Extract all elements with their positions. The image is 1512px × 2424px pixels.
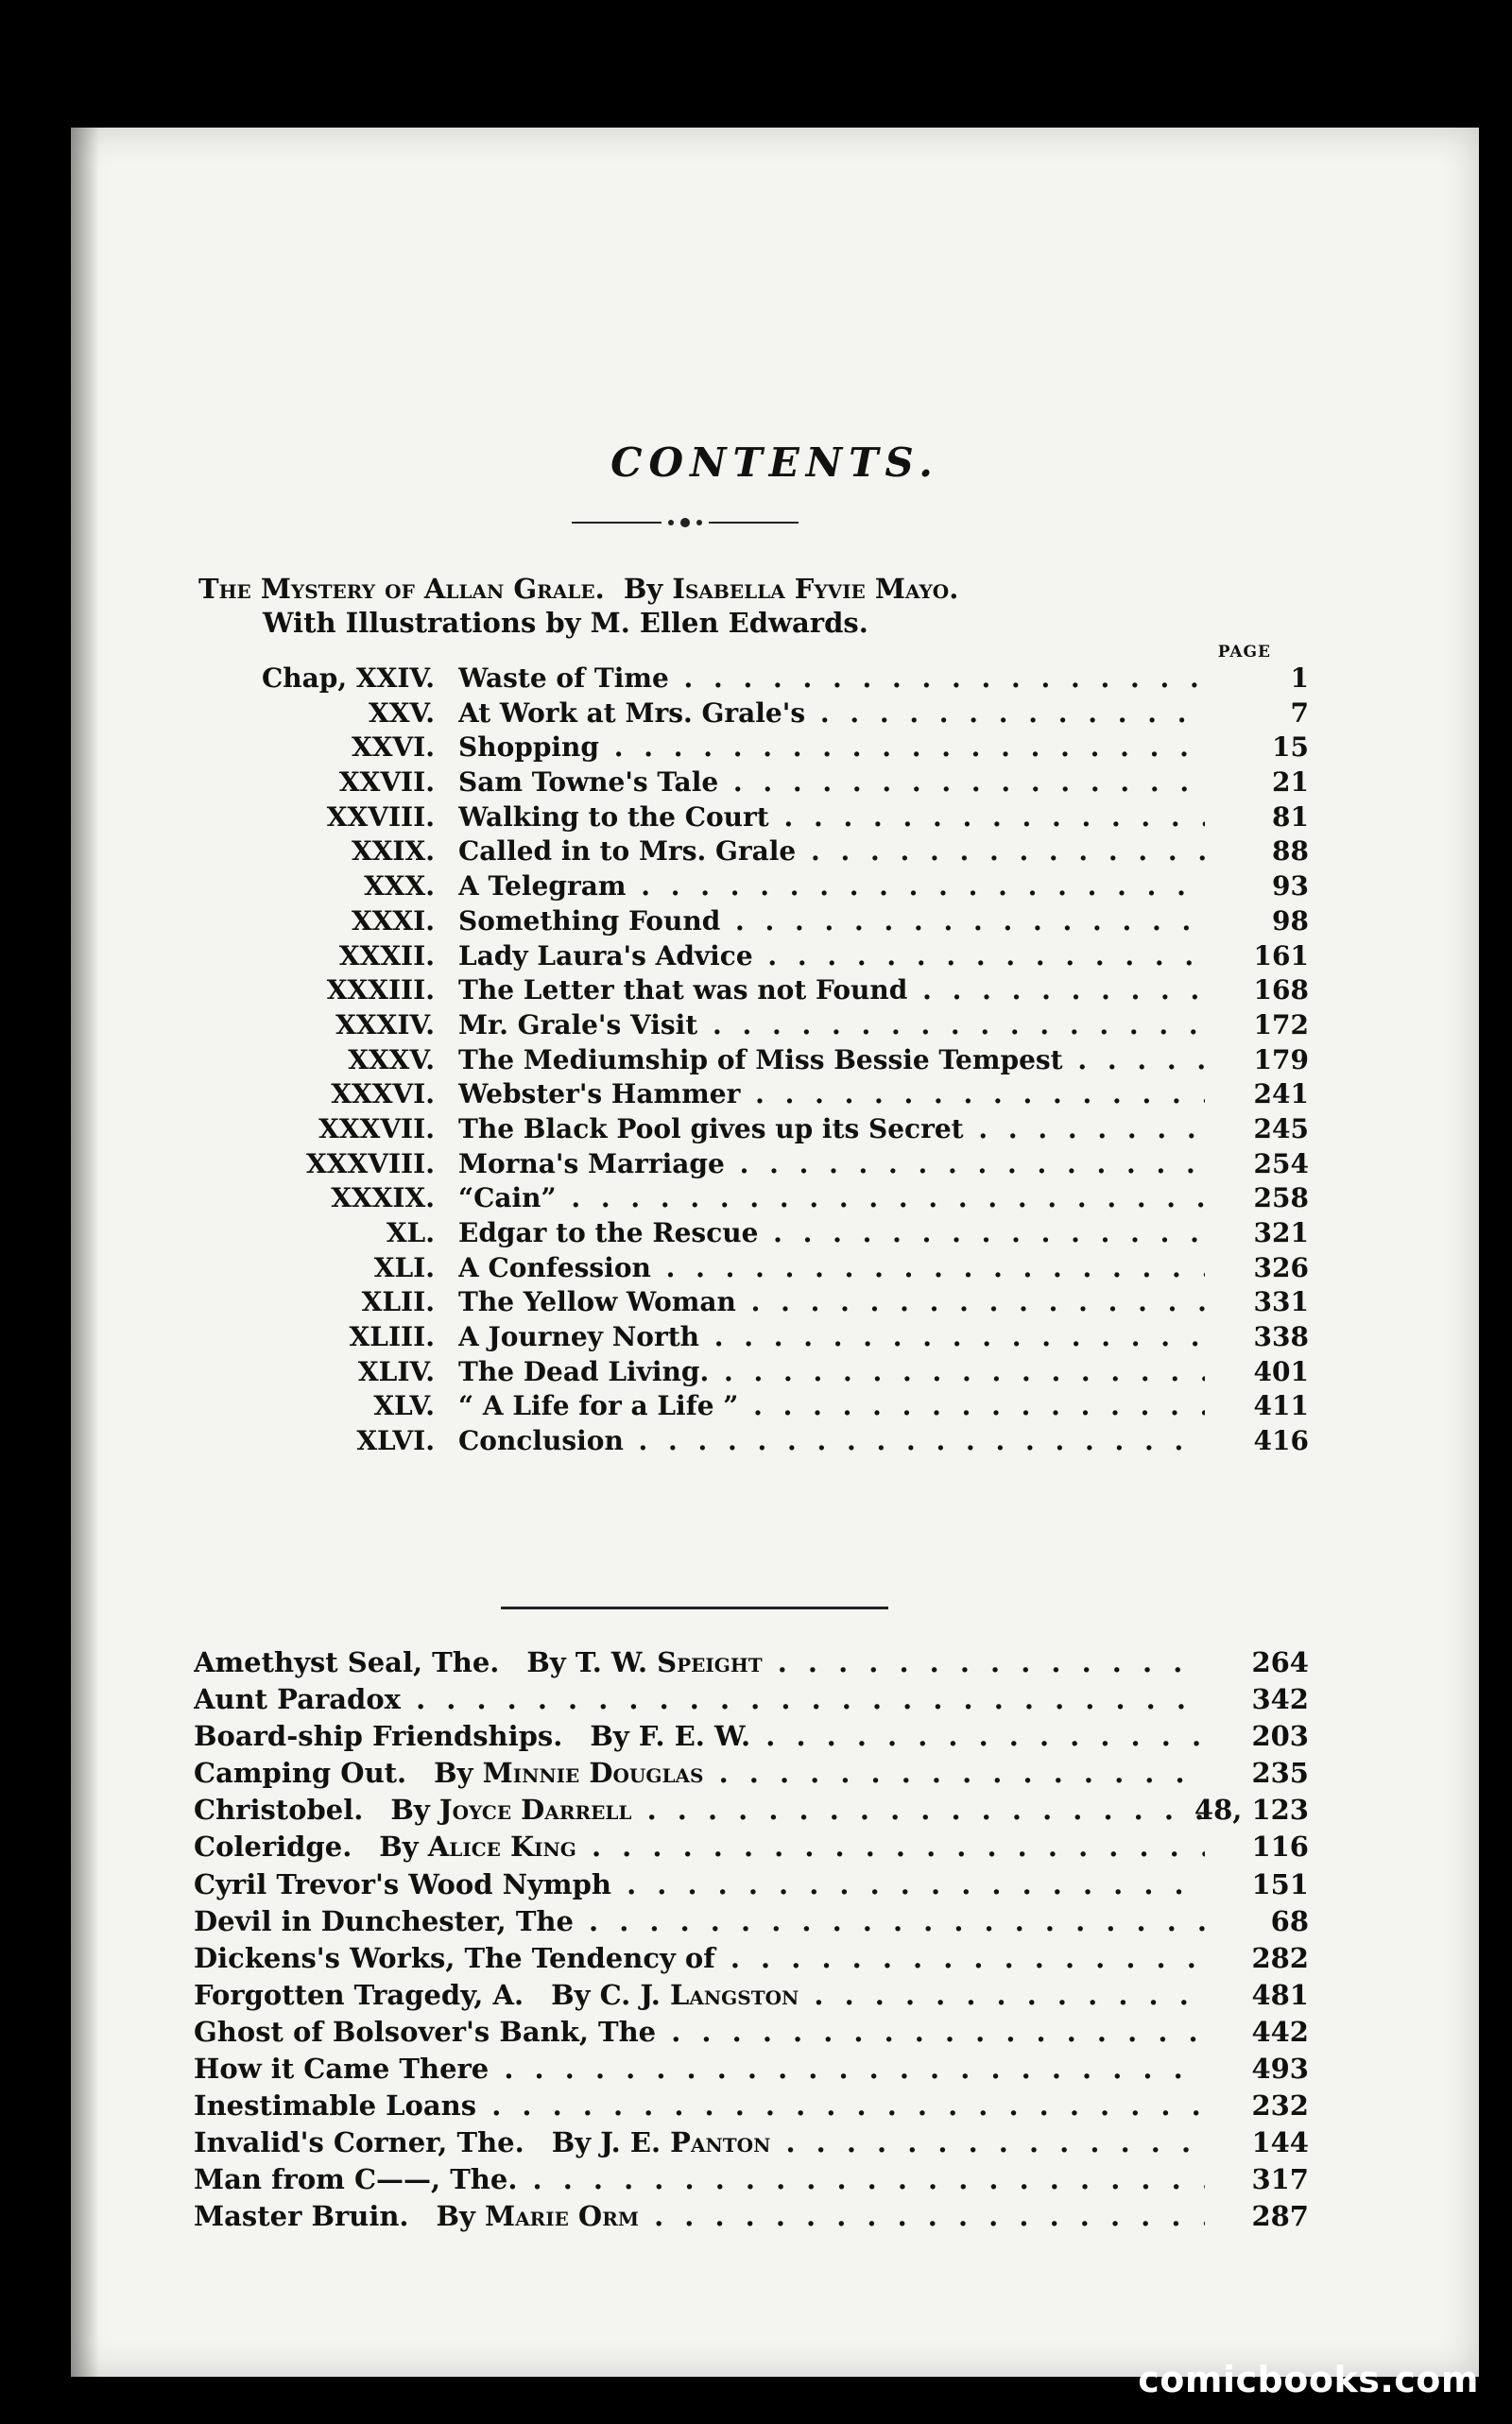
index-page: 282	[1251, 1941, 1309, 1974]
index-title: Invalid's Corner, The.	[194, 2126, 524, 2159]
index-entry	[194, 2088, 1205, 2124]
index-entry	[194, 1718, 1205, 1755]
index-by: By	[526, 1646, 566, 1678]
index-row	[194, 1829, 1309, 1865]
index-title: Amethyst Seal, The.	[194, 1646, 500, 1678]
heading-ornament	[572, 517, 799, 528]
index-entry	[194, 2051, 1205, 2088]
chapter-page: 179	[1253, 1043, 1309, 1075]
index-row	[194, 1755, 1309, 1792]
index-entry	[194, 1866, 1205, 1903]
chapter-title: Webster's Hammer . .	[458, 1077, 1205, 1112]
index-entry	[194, 2161, 1205, 2198]
chapter-page: 254	[1253, 1147, 1309, 1179]
chapter-page: 401	[1253, 1355, 1309, 1387]
index-entry	[194, 2014, 1205, 2051]
chapter-row	[194, 834, 1309, 869]
chapter-page: 326	[1253, 1251, 1309, 1283]
chapter-title: Waste of Time . .	[458, 662, 1205, 696]
index-entry	[194, 2198, 1205, 2235]
chapter-title: “ A Life for a Life ” . .	[458, 1389, 1205, 1424]
index-row	[194, 1903, 1309, 1940]
chapter-row	[194, 973, 1309, 1008]
chapter-number: Chap, XXIV.	[262, 662, 435, 694]
chapter-number: XLII.	[361, 1286, 435, 1318]
chapter-title: Lady Laura's Advice . .	[458, 939, 1205, 974]
index-title: Ghost of Bolsover's Bank, The	[194, 2015, 657, 2048]
chapter-page: 161	[1253, 939, 1309, 971]
index-by: By	[436, 2200, 475, 2233]
index-entry	[194, 2124, 1205, 2161]
chapter-title: “Cain” . .	[458, 1181, 1205, 1216]
section-divider	[501, 1607, 888, 1609]
chapter-page: 416	[1253, 1425, 1309, 1457]
index-entry	[194, 1977, 1205, 2014]
index-page: 287	[1251, 2200, 1309, 2233]
index-entry	[194, 1829, 1205, 1865]
index-author: C. J. Langston	[599, 1978, 799, 2011]
serial-by: By	[623, 573, 663, 605]
serial-illustrations: With Illustrations by M. Ellen Edwards.	[263, 607, 868, 639]
index-row	[194, 2124, 1309, 2161]
chapter-row	[194, 904, 1309, 939]
index-page: 264	[1251, 1646, 1309, 1678]
chapter-row	[194, 765, 1309, 800]
chapter-title: The Mediumship of Miss Bessie Tempest . .	[458, 1043, 1205, 1078]
chapter-list	[194, 662, 1309, 1459]
chapter-row	[194, 696, 1309, 731]
index-title: Cyril Trevor's Wood Nymph	[194, 1867, 611, 1900]
site-watermark: comicbooks.com	[1138, 2359, 1479, 2400]
index-row	[194, 1792, 1309, 1829]
chapter-page: 15	[1272, 731, 1309, 764]
serial-intro	[198, 572, 958, 640]
index-row	[194, 1940, 1309, 1977]
chapter-title: At Work at Mrs. Grale's . .	[458, 696, 1205, 731]
chapter-number: XLVI.	[356, 1425, 435, 1457]
chapter-number: XL.	[386, 1217, 435, 1248]
index-title: Master Bruin.	[194, 2200, 409, 2233]
index-row	[194, 2161, 1309, 2198]
chapter-title: A Confession . .	[458, 1251, 1205, 1286]
chapter-page: 21	[1272, 766, 1309, 799]
chapter-page: 172	[1253, 1008, 1309, 1040]
chapter-page: 81	[1272, 800, 1309, 833]
index-title: Camping Out.	[194, 1757, 407, 1790]
index-by: By	[434, 1757, 473, 1790]
index-by: By	[551, 1978, 591, 2011]
index-title: Dickens's Works, The Tendency of	[194, 1941, 715, 1974]
chapter-row	[194, 1112, 1309, 1147]
chapter-row	[194, 1216, 1309, 1251]
chapter-row	[194, 1355, 1309, 1390]
chapter-title: Conclusion . .	[458, 1424, 1205, 1459]
chapter-title: The Black Pool gives up its Secret . .	[458, 1112, 1205, 1147]
index-page: 151	[1251, 1867, 1309, 1900]
index-page: 48, 123	[1194, 1794, 1309, 1827]
chapter-number: XXVIII.	[326, 800, 435, 833]
chapter-number: XXVI.	[351, 731, 435, 764]
index-row	[194, 2088, 1309, 2124]
chapter-row	[194, 1285, 1309, 1320]
chapter-number: XLV.	[373, 1390, 435, 1422]
chapter-page: 168	[1253, 974, 1309, 1006]
chapter-title: The Yellow Woman . .	[458, 1285, 1205, 1320]
index-row	[194, 2051, 1309, 2088]
index-row	[194, 1977, 1309, 2014]
chapter-row	[194, 662, 1309, 696]
chapter-title: A Telegram . .	[458, 869, 1205, 904]
chapter-title: Sam Towne's Tale . .	[458, 765, 1205, 800]
index-title: Devil in Dunchester, The	[194, 1904, 574, 1937]
index-by: By	[379, 1831, 419, 1864]
chapter-number: XXXIII.	[326, 974, 435, 1006]
chapter-row	[194, 1077, 1309, 1112]
index-page: 317	[1251, 2163, 1309, 2196]
chapter-title: Something Found . .	[458, 904, 1205, 939]
index-entry	[194, 1755, 1205, 1792]
serial-author: Isabella Fyvie Mayo.	[672, 573, 959, 605]
index-page: 342	[1251, 1683, 1309, 1716]
chapter-number: XXX.	[364, 870, 435, 903]
chapter-number: XXVII.	[338, 766, 435, 799]
index-author: T. W. Speight	[575, 1646, 763, 1678]
index-by: By	[590, 1720, 629, 1753]
chapter-row	[194, 1389, 1309, 1424]
contents-heading: CONTENTS.	[610, 439, 939, 486]
book-page	[71, 128, 1479, 2377]
chapter-row	[194, 1147, 1309, 1182]
index-page: 116	[1251, 1831, 1309, 1864]
chapter-title: Shopping . .	[458, 731, 1205, 765]
chapter-page: 7	[1290, 696, 1309, 729]
chapter-page: 241	[1253, 1078, 1309, 1110]
chapter-page: 98	[1272, 904, 1309, 937]
index-row	[194, 2198, 1309, 2235]
chapter-page: 331	[1253, 1286, 1309, 1318]
page-column-label: PAGE	[1217, 643, 1271, 662]
chapter-row	[194, 1181, 1309, 1216]
chapter-row	[194, 800, 1309, 835]
chapter-page: 411	[1253, 1390, 1309, 1422]
index-page: 235	[1251, 1757, 1309, 1790]
chapter-title: The Dead Living. . .	[458, 1355, 1205, 1390]
index-entry	[194, 1681, 1205, 1718]
chapter-number: XXXVII.	[318, 1112, 435, 1144]
index-title: Board-ship Friendships.	[194, 1720, 563, 1753]
index-title: Inestimable Loans	[194, 2089, 477, 2123]
chapter-row	[194, 939, 1309, 974]
index-row	[194, 1866, 1309, 1903]
chapter-title: Mr. Grale's Visit . .	[458, 1008, 1205, 1043]
chapter-title: Edgar to the Rescue . .	[458, 1216, 1205, 1251]
index-page: 232	[1251, 2089, 1309, 2123]
index-title: Christobel.	[194, 1794, 364, 1827]
index-author: Joyce Darrell	[438, 1794, 632, 1827]
index-entry	[194, 1940, 1205, 1977]
index-author: F. E. W.	[638, 1720, 751, 1753]
serial-title: The Mystery of Allan Grale.	[198, 573, 605, 605]
chapter-title: Morna's Marriage . .	[458, 1147, 1205, 1182]
index-entry	[194, 1792, 1205, 1829]
chapter-page: 88	[1272, 835, 1309, 868]
chapter-number: XXXII.	[338, 939, 435, 971]
chapter-number: XXXI.	[351, 904, 435, 937]
chapter-title: The Letter that was not Found . .	[458, 973, 1205, 1008]
chapter-row	[194, 1008, 1309, 1043]
chapter-number: XXXIV.	[335, 1008, 435, 1040]
chapter-number: XLIV.	[357, 1355, 435, 1387]
index-entry	[194, 1903, 1205, 1940]
index-title: Aunt Paradox	[194, 1683, 401, 1716]
index-row	[194, 1681, 1309, 1718]
index-author: Minnie Douglas	[482, 1757, 704, 1790]
chapter-row	[194, 869, 1309, 904]
index-title: Man from C——, The.	[194, 2163, 518, 2196]
index-page: 144	[1251, 2126, 1309, 2159]
index-title: Coleridge.	[194, 1831, 352, 1864]
chapter-number: XXIX.	[351, 835, 435, 868]
index-by: By	[551, 2126, 592, 2159]
index-page: 493	[1251, 2053, 1309, 2086]
index-page: 481	[1251, 1978, 1309, 2011]
chapter-row	[194, 731, 1309, 765]
index-row	[194, 2014, 1309, 2051]
index-author: Alice King	[427, 1831, 576, 1864]
chapter-title: A Journey North . .	[458, 1320, 1205, 1355]
chapter-row	[194, 1424, 1309, 1459]
chapter-row	[194, 1251, 1309, 1286]
index-title: How it Came There	[194, 2053, 490, 2086]
chapter-page: 338	[1253, 1321, 1309, 1353]
index-by: By	[390, 1794, 430, 1827]
chapter-page: 93	[1272, 870, 1309, 903]
chapter-page: 258	[1253, 1182, 1309, 1214]
chapter-page: 321	[1253, 1217, 1309, 1248]
chapter-number: XXXIX.	[331, 1182, 435, 1214]
index-row	[194, 1644, 1309, 1681]
serial-title-line	[198, 572, 958, 606]
chapter-row	[194, 1320, 1309, 1355]
chapter-title: Walking to the Court . .	[458, 800, 1205, 835]
chapter-page: 245	[1253, 1112, 1309, 1144]
chapter-number: XXXVI.	[331, 1078, 435, 1110]
index-author: Marie Orm	[485, 2200, 639, 2233]
chapter-number: XXXVIII.	[306, 1147, 435, 1179]
index-row	[194, 1718, 1309, 1755]
chapter-title: Called in to Mrs. Grale . .	[458, 834, 1205, 869]
chapter-number: XXV.	[368, 696, 435, 729]
index-author: J. E. Panton	[600, 2126, 771, 2159]
chapter-page: 1	[1290, 662, 1309, 694]
index-list	[194, 1644, 1309, 2236]
chapter-number: XLI.	[373, 1251, 435, 1283]
index-entry	[194, 1644, 1205, 1681]
chapter-number: XLIII.	[349, 1321, 435, 1353]
index-page: 203	[1251, 1720, 1309, 1753]
chapter-row	[194, 1043, 1309, 1078]
chapter-number: XXXV.	[348, 1043, 435, 1075]
index-page: 68	[1270, 1904, 1309, 1937]
index-page: 442	[1251, 2015, 1309, 2048]
index-title: Forgotten Tragedy, A.	[194, 1978, 524, 2011]
